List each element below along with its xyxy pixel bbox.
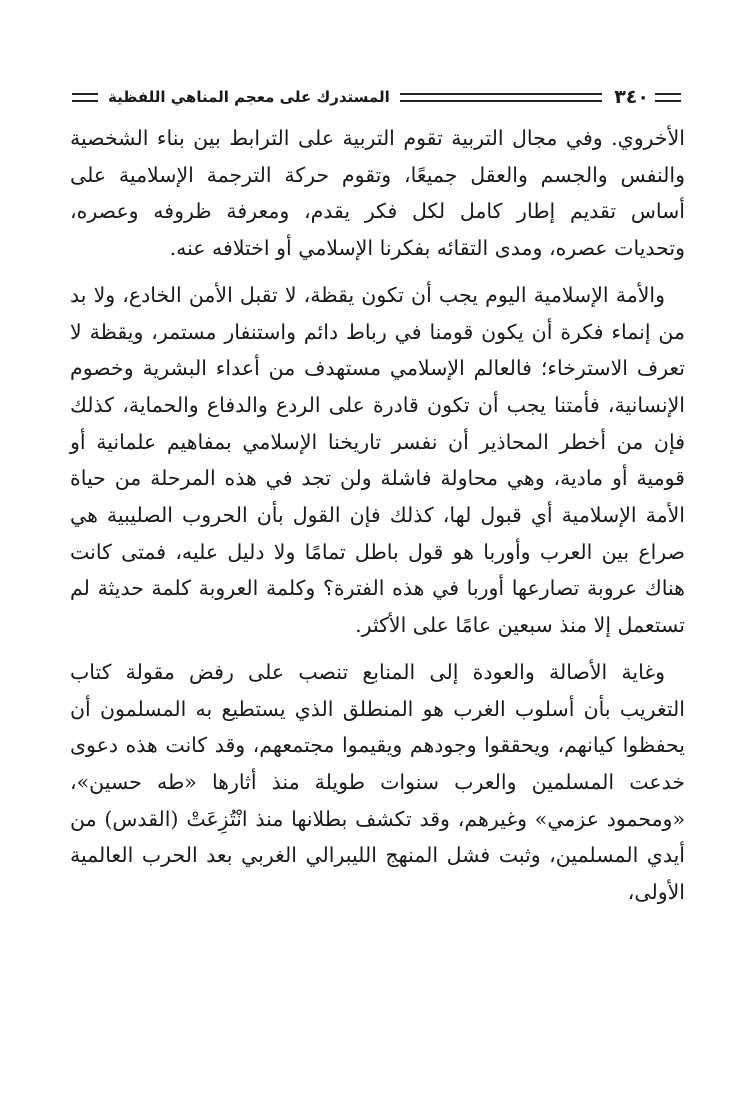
paragraph: والأمة الإسلامية اليوم يجب أن تكون يقظة، لا تقبل الأمن الخادع، ولا بد من إنماء فكرة أن يكون قومنا في رباط دائم واستنفار مستمر، ويقظة لا تعرف الاسترخاء؛ فالعالم الإسلامي مستهدف من أعداء البشرية وخصوم الإنسانية، فأمتنا يجب أن تكون قادرة على الردع والدفاع والحماية، كذلك فإن من أخطر المحاذير أن نفسر تاريخنا الإسلامي بمفاهيم علمانية أو قومية أو مادية، وهي محاولة فاشلة ولن تجد في هذه المرحلة من حياة الأمة الإسلامية أي قبول لها، كذلك فإن القول بأن الحروب الصليبية هي صراع بين العرب وأوربا هو قول باطل تمامًا ولا دليل عليه، فمتى كانت هناك عروبة تصارعها أوربا في هذه الفترة؟ وكلمة العروبة كلمة حديثة لم تستعمل إلا منذ سبعين عامًا على الأكثر. [70, 282, 685, 638]
page-header [66, 84, 687, 110]
header-rule-left [72, 93, 98, 102]
paragraph: الأخروي. وفي مجال التربية تقوم التربية على الترابط بين بناء الشخصية والنفس والجسم والعقل جميعًا، وتقوم حركة الترجمة الإسلامية على أساس تقديم إطار كامل لكل فكر يقدم، ومعرفة ظروفه وعصره، وتحديات عصره، ومدى التقائه بفكرنا الإسلامي أو اختلافه عنه. [70, 126, 685, 261]
running-title: المستدرك على معجم المناهي اللفظية [108, 88, 390, 106]
page-number: ٣٤٠ [614, 86, 649, 108]
header-rule-middle [400, 93, 602, 102]
paragraph: وغاية الأصالة والعودة إلى المنابع تنصب على رفض مقولة كتاب التغريب بأن أسلوب الغرب هو المنطلق الذي يستطيع به المسلمون أن يحفظوا كيانهم، ويحققوا وجودهم ويقيموا مجتمعهم، وقد كانت هذه دعوى خدعت المسلمين والعرب سنوات طويلة منذ أثارها «طه حسين»، «ومحمود عزمي» وغيرهم، وقد تكشف بطلانها منذ انْتُزِعَتْ (القدس) من أيدي المسلمين، وثبت فشل المنهج الليبرالي الغربي بعد الحرب العالمية الأولى، [70, 659, 685, 905]
body-text [70, 120, 685, 921]
header-rule-right [655, 93, 681, 102]
